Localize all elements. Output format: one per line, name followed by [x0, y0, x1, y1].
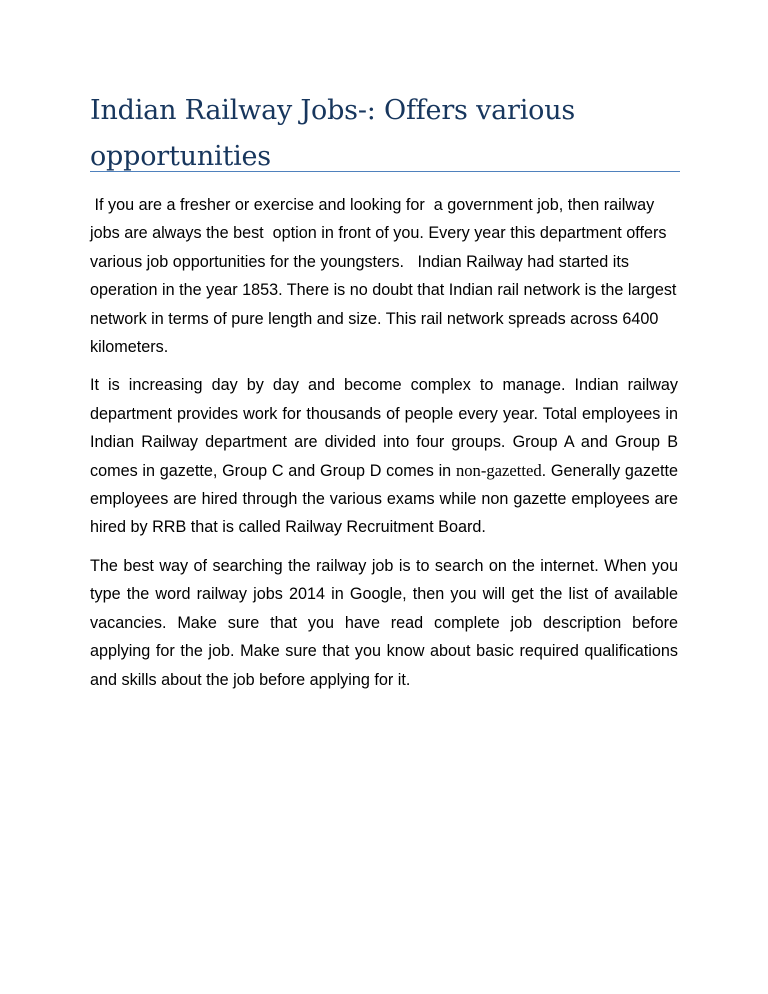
paragraph-2-text-after: . Generally gazette employees are hired through the various exams while non gazette employees are hired by RRB that is called Railway Recruitment Board.: [90, 461, 678, 537]
non-gazetted-term: non-gazetted: [455, 460, 542, 480]
paragraph-3: The best way of searching the railway job is to search on the internet. When you type the word railway jobs 2014 in Google, then you will get the list of available vacancies. Make sure that you have read complete job description before applying for the job. Make sure that you know about basic required qualifications and skills about the job before applying for it.: [90, 556, 678, 689]
document-body: [90, 191, 681, 704]
paragraph-2-text-before: It is increasing day by day and become complex to manage. Indian railway department provides work for thousands of people every year. Total employees in Indian Railway department are divided into four groups. Group A and Group B comes in gazette, Group C and Group D comes in: [90, 376, 678, 480]
title-block: [90, 88, 680, 180]
paragraph-2: [90, 371, 678, 541]
document-title: Indian Railway Jobs-: Offers various opportunities: [90, 95, 576, 172]
title-divider: [90, 171, 680, 172]
paragraph-1: If you are a fresher or exercise and looking for a government job, then railway jobs are always the best option in front of you. Every year this department offers various job opportunities for the youngsters. Indian Railway had started its operation in the year 1853. There is no doubt that Indian rail network is the largest network in terms of pure length and size. This rail network spreads across 6400 kilometers.: [90, 196, 681, 357]
